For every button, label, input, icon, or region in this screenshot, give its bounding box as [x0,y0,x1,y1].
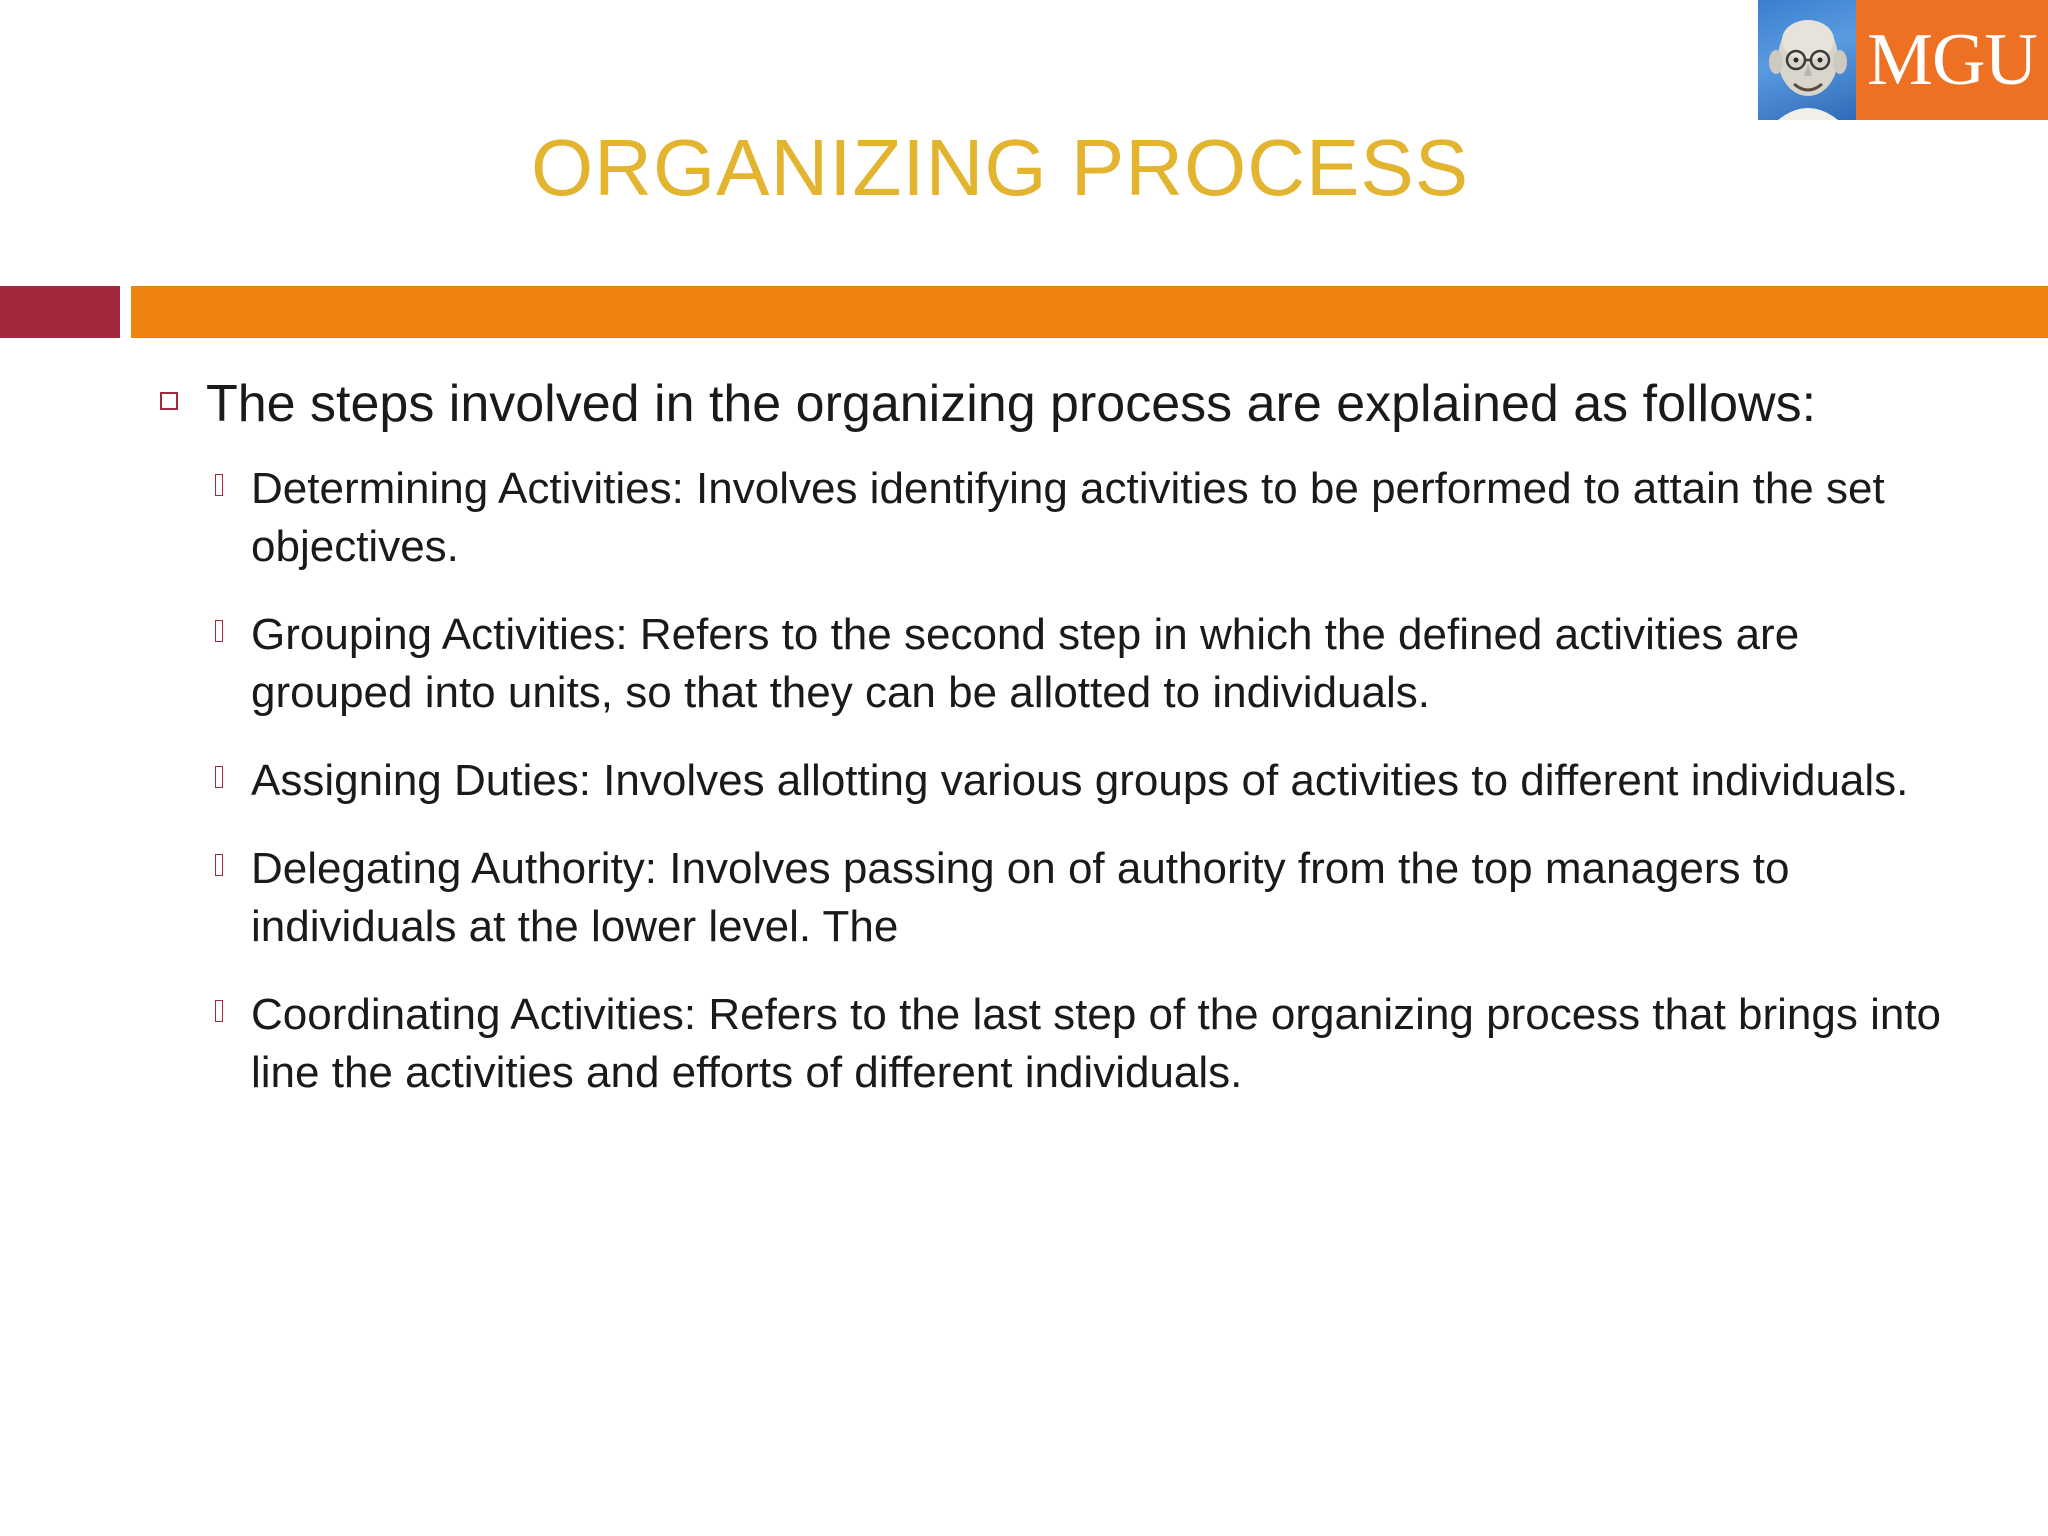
logo [1758,0,2048,120]
bullet-icon [215,1000,223,1022]
bullet-icon [215,854,223,876]
list-item-text: Determining Activities: Involves identifying activities to be performed to attain the set objectives. [251,464,1885,571]
list-item-text: Grouping Activities: Refers to the second step in which the defined activities are grouped into units, so that they can be allotted to individuals. [251,610,1800,717]
bullet-icon [215,474,223,496]
bullet-icon [215,766,223,788]
header-bar-right [131,286,2048,338]
intro-text: The steps involved in the organizing process are explained as follows: [206,375,1817,433]
list-item [215,460,1950,576]
steps-list [215,460,1950,1102]
list-item-text: Delegating Authority: Involves passing on of authority from the top managers to individuals at the lower level. The [251,844,1790,951]
slide-content [160,368,1950,1132]
list-item [215,606,1950,722]
list-item-text: Assigning Duties: Involves allotting various groups of activities to different individuals. [251,756,1909,805]
list-item [215,840,1950,956]
list-item-text: Coordinating Activities: Refers to the last step of the organizing process that brings into line the activities and efforts of different individuals. [251,990,1942,1097]
portrait-icon [1758,0,1856,120]
intro-bullet [160,368,1950,440]
header-bar-left [0,286,120,338]
list-item [215,752,1950,810]
logo-text: MGU [1867,19,2037,101]
bullet-icon [215,620,223,642]
logo-text-box [1856,0,2048,120]
page-title: ORGANIZING PROCESS [530,123,1470,212]
square-bullet-icon [160,392,178,410]
list-item [215,986,1950,1102]
